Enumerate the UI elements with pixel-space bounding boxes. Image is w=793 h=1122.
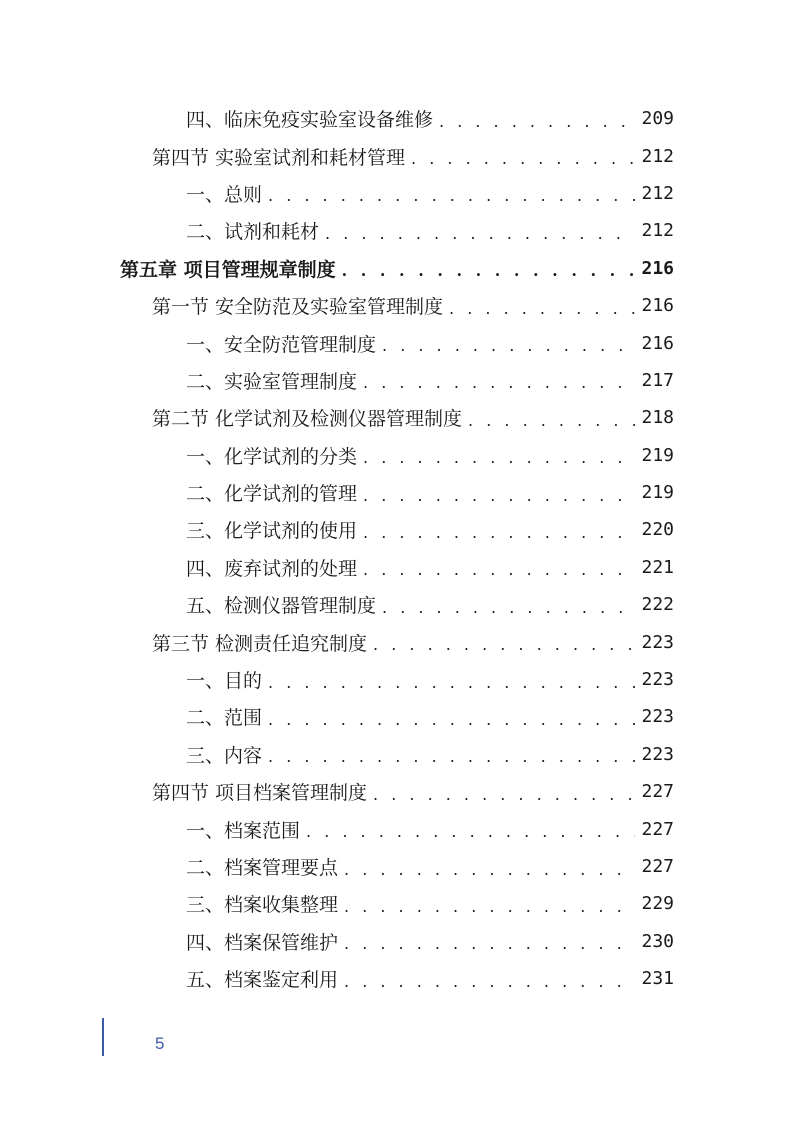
footer-accent-bar xyxy=(102,1018,104,1056)
toc-entry[interactable] xyxy=(0,287,793,324)
toc-entry-title: 一、档案范围 xyxy=(186,819,301,842)
toc-entry-title: 三、化学试剂的使用 xyxy=(186,520,358,543)
toc-entry[interactable] xyxy=(0,623,793,660)
dot-leader xyxy=(268,712,635,728)
toc-entry-page: 212 xyxy=(641,145,674,167)
dot-leader xyxy=(342,263,636,279)
toc-entry[interactable] xyxy=(0,137,793,174)
toc-entry-page: 209 xyxy=(641,108,674,130)
toc-entry-page: 216 xyxy=(641,257,674,279)
toc-entry-page: 212 xyxy=(641,182,674,204)
toc-entry-title: 四、废弃试剂的处理 xyxy=(186,557,358,580)
toc-entry[interactable] xyxy=(0,212,793,249)
toc-entry-title: 二、实验室管理制度 xyxy=(186,370,358,393)
toc-entry[interactable] xyxy=(0,399,793,436)
table-of-contents xyxy=(0,100,793,997)
dot-leader xyxy=(363,375,635,391)
toc-entry-title: 一、总则 xyxy=(186,183,263,206)
toc-entry-page: 221 xyxy=(641,556,674,578)
toc-entry[interactable] xyxy=(0,736,793,773)
toc-entry[interactable] xyxy=(0,437,793,474)
dot-leader xyxy=(449,301,635,317)
toc-entry-title: 五、档案鉴定利用 xyxy=(186,969,339,992)
toc-entry-title: 四、档案保管维护 xyxy=(186,931,339,954)
toc-entry-title: 第五章 项目管理规章制度 xyxy=(120,258,336,281)
toc-entry[interactable] xyxy=(0,511,793,548)
toc-entry-page: 229 xyxy=(641,893,674,915)
dot-leader xyxy=(382,338,635,354)
toc-entry-title: 三、内容 xyxy=(186,744,263,767)
toc-entry-title: 第二节 化学试剂及检测仪器管理制度 xyxy=(152,408,463,431)
toc-entry-title: 二、范围 xyxy=(186,707,263,730)
toc-entry-page: 223 xyxy=(641,743,674,765)
toc-entry-page: 216 xyxy=(641,295,674,317)
toc-entry[interactable] xyxy=(0,586,793,623)
toc-entry-page: 230 xyxy=(641,930,674,952)
dot-leader xyxy=(268,188,635,204)
toc-entry-title: 二、档案管理要点 xyxy=(186,857,339,879)
toc-entry-title: 第一节 安全防范及实验室管理制度 xyxy=(152,296,444,319)
toc-chapter-entry[interactable] xyxy=(0,250,793,287)
dot-leader xyxy=(268,749,635,765)
toc-entry-page: 217 xyxy=(641,369,674,391)
dot-leader xyxy=(344,899,635,915)
toc-entry-title: 一、安全防范管理制度 xyxy=(186,333,377,356)
toc-entry[interactable] xyxy=(0,698,793,735)
dot-leader xyxy=(363,450,635,466)
dot-leader xyxy=(325,226,635,242)
toc-entry-page: 227 xyxy=(641,856,674,877)
toc-entry-title: 四、临床免疫实验室设备维修 xyxy=(186,109,434,132)
dot-leader xyxy=(468,413,635,429)
toc-entry-title: 二、试剂和耗材 xyxy=(186,221,320,244)
toc-entry-page: 223 xyxy=(641,631,674,653)
toc-entry[interactable] xyxy=(0,324,793,361)
toc-entry[interactable] xyxy=(0,474,793,511)
dot-leader xyxy=(363,488,635,504)
toc-entry[interactable] xyxy=(0,549,793,586)
toc-entry-page: 227 xyxy=(641,781,674,803)
toc-entry[interactable] xyxy=(0,848,793,885)
toc-entry-title: 一、目的 xyxy=(186,670,263,693)
dot-leader xyxy=(363,525,635,541)
toc-entry-page: 220 xyxy=(641,519,674,541)
toc-entry-page: 219 xyxy=(641,482,674,504)
dot-leader xyxy=(344,862,635,878)
toc-entry[interactable] xyxy=(0,362,793,399)
toc-entry-page: 223 xyxy=(641,706,674,728)
toc-entry-page: 219 xyxy=(641,444,674,466)
toc-entry-title: 三、档案收集整理 xyxy=(186,894,339,917)
toc-entry[interactable] xyxy=(0,661,793,698)
dot-leader xyxy=(373,787,635,803)
toc-entry-page: 222 xyxy=(641,594,674,616)
toc-entry-page: 227 xyxy=(641,818,674,840)
toc-entry-page: 231 xyxy=(641,968,674,990)
toc-entry-page: 216 xyxy=(641,332,674,354)
toc-entry-title: 第四节 实验室试剂和耗材管理 xyxy=(152,146,406,169)
dot-leader xyxy=(268,675,635,691)
toc-entry[interactable] xyxy=(0,810,793,847)
toc-entry-title: 第三节 检测责任追究制度 xyxy=(152,632,368,655)
toc-entry[interactable] xyxy=(0,100,793,137)
page-number: 5 xyxy=(155,1034,165,1053)
dot-leader xyxy=(363,562,635,578)
toc-entry-title: 二、化学试剂的管理 xyxy=(186,483,358,506)
toc-entry-title: 一、化学试剂的分类 xyxy=(186,445,358,468)
dot-leader xyxy=(306,824,635,840)
toc-entry[interactable] xyxy=(0,960,793,997)
toc-entry[interactable] xyxy=(0,923,793,960)
toc-entry[interactable] xyxy=(0,175,793,212)
dot-leader xyxy=(411,151,635,167)
toc-entry[interactable] xyxy=(0,773,793,810)
toc-entry-page: 223 xyxy=(641,669,674,691)
dot-leader xyxy=(344,936,635,952)
toc-entry[interactable] xyxy=(0,885,793,922)
toc-entry-title: 五、检测仪器管理制度 xyxy=(186,595,377,618)
toc-entry-page: 218 xyxy=(641,407,674,429)
toc-entry-page: 212 xyxy=(641,220,674,242)
dot-leader xyxy=(344,974,635,990)
toc-entry-title: 第四节 项目档案管理制度 xyxy=(152,782,368,805)
dot-leader xyxy=(439,114,635,130)
dot-leader xyxy=(373,637,635,653)
dot-leader xyxy=(382,600,635,616)
